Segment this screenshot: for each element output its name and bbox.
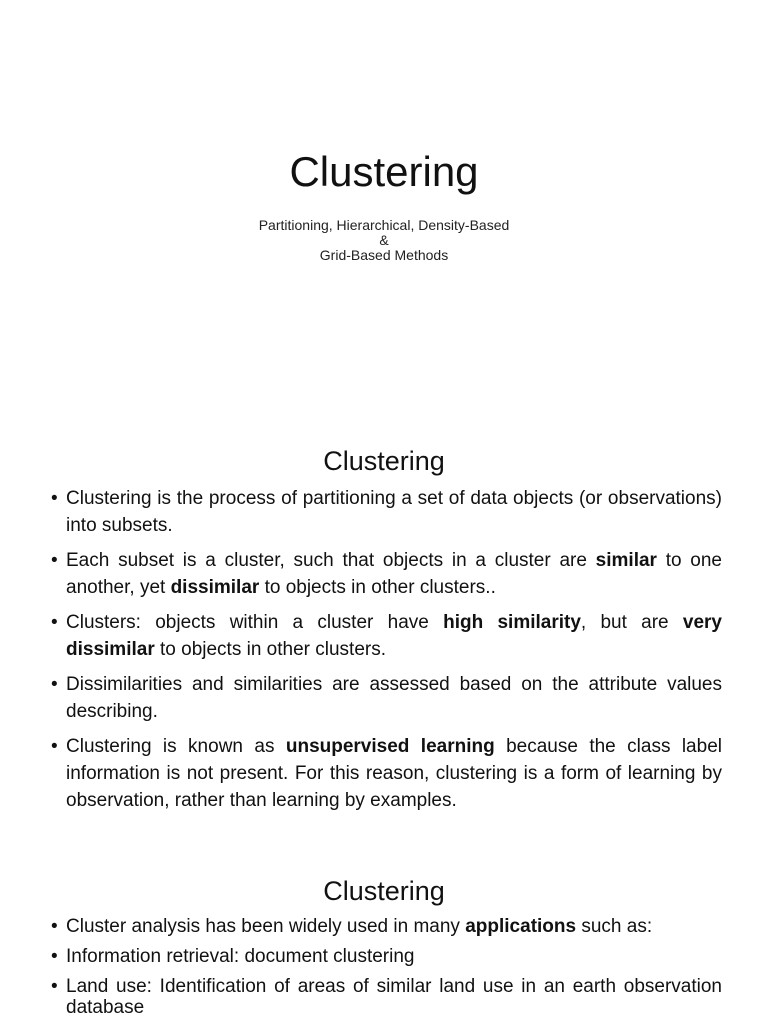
bullet-item — [48, 609, 722, 663]
bold-term: very dissimilar — [66, 612, 723, 660]
bullet-item — [48, 946, 722, 967]
bullet-item — [48, 671, 722, 725]
bullet-item — [48, 733, 722, 814]
applications-slide — [0, 848, 768, 1024]
subtitle-line: Grid-Based Methods — [319, 247, 449, 263]
bullet-item — [48, 485, 722, 539]
bullet-item — [48, 976, 722, 1018]
bullet-text: to objects in other clusters.. — [259, 577, 496, 598]
bullet-item — [48, 547, 722, 601]
bullet-text: Each subset is a cluster, such that objects in a cluster are — [66, 550, 596, 571]
bold-term: high similarity — [443, 612, 581, 633]
bullet-list — [48, 485, 722, 822]
bullet-text: Cluster analysis has been widely used in many — [66, 916, 466, 937]
bullet-text: Clusters: objects within a cluster have — [66, 612, 444, 633]
bullet-text: Land use: Identification of areas of similar land use in an earth observation database — [66, 976, 722, 1018]
bullet-text: Information retrieval: document clustering — [66, 946, 415, 967]
bullet-list — [48, 916, 722, 1027]
bullet-text: , but are — [580, 612, 683, 633]
bold-term: similar — [595, 550, 657, 571]
bold-term: unsupervised learning — [285, 736, 495, 757]
bullet-text: Dissimilarities and similarities are assessed based on the attribute values describing. — [66, 674, 722, 722]
title-slide — [0, 0, 768, 424]
bullet-text: to objects in other clusters. — [154, 639, 386, 660]
subtitle-line: & — [379, 232, 389, 248]
slide-subtitle — [0, 218, 768, 263]
slide-title: Clustering — [323, 446, 445, 476]
bold-term: dissimilar — [170, 577, 260, 598]
bullet-text: Clustering is known as — [66, 736, 286, 757]
bullet-item — [48, 916, 722, 937]
bullet-text: because the class label information is not present. For this reason, clustering is a form of learning by observation, rather than learning by examples. — [66, 736, 722, 811]
slide-title: Clustering — [289, 148, 479, 195]
bullet-text: to one another, yet — [66, 550, 722, 598]
definition-slide — [0, 424, 768, 848]
slide-title: Clustering — [323, 876, 445, 906]
bold-term: applications — [465, 916, 577, 937]
bullet-text: such as: — [576, 916, 653, 937]
subtitle-line: Partitioning, Hierarchical, Density-Based — [258, 217, 510, 233]
bullet-text: Clustering is the process of partitioning a set of data objects (or observations) into subsets. — [66, 488, 722, 536]
